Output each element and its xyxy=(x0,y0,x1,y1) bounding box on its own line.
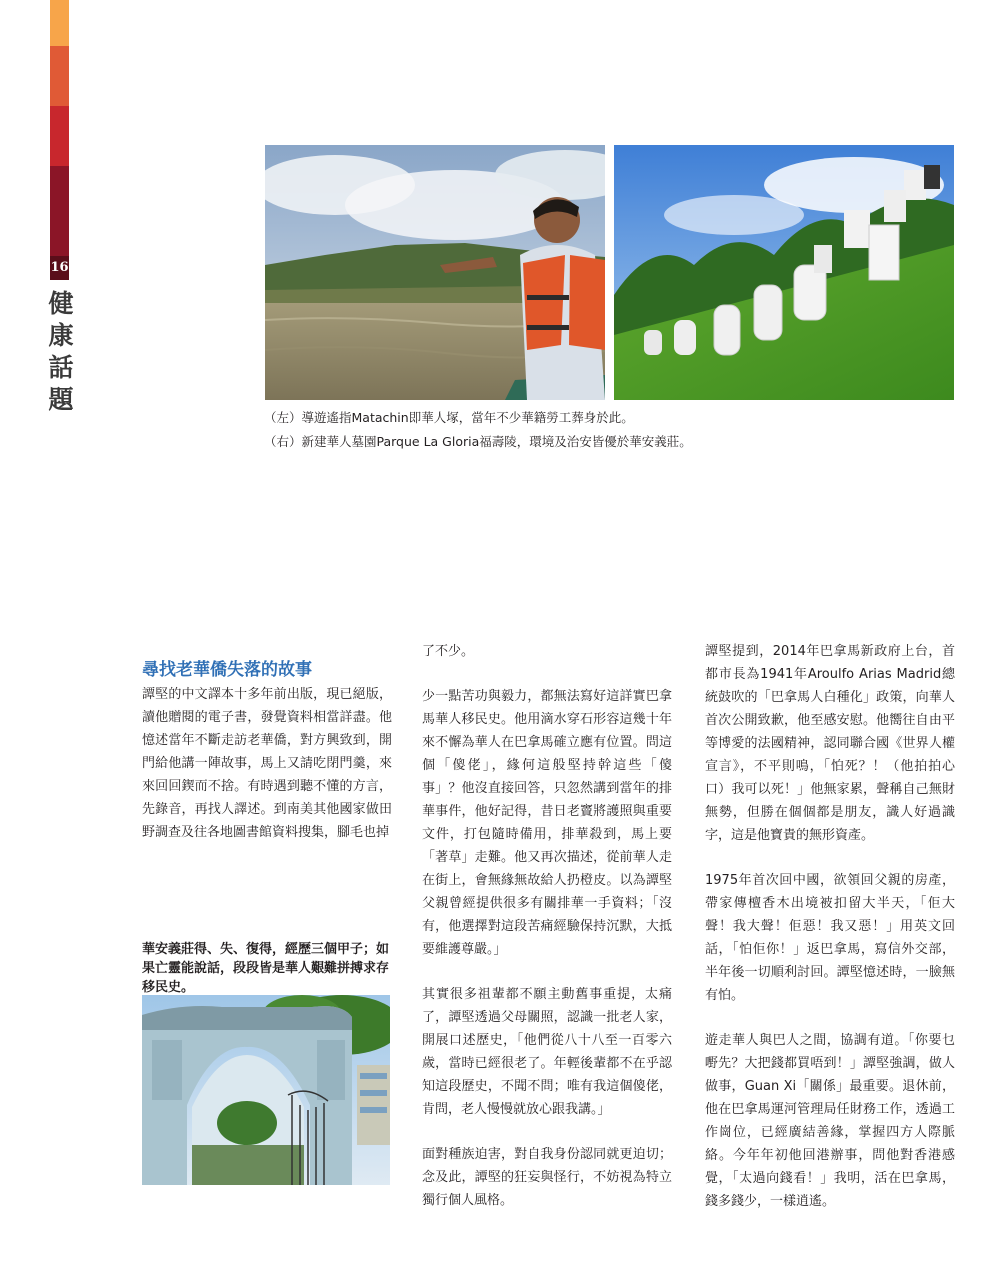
paragraph: 譚堅的中文譯本十多年前出版，現已絕版，讀他贈閱的電子書，發覺資料相當詳盡。他憶述當年不斷走訪老華僑，對方興致到，開門給他講一陣故事，馬上又請吃閉門羹，來來回回鍥而不捨。有時遇到聽不懂的方言，先錄音，再找人譯述。到南美其他國家做田野調查及往各地圖書館資料搜集，腳毛也掉 xyxy=(142,687,392,840)
paragraph: 少一點苦功與毅力，都無法寫好這詳實巴拿馬華人移民史。他用滴水穿石形容這幾十年來不懈為華人在巴拿馬確立應有位置。問這個「傻佬」，緣何這般堅持幹這些「傻事」？他沒直接回答，只忽然講到當年的排華事件，他好記得，昔日老竇將護照與重要文件，打包隨時備用，排華殺到，馬上要「著草」走難。他又再次描述，從前華人走在街上，會無緣無故給人扔橙皮。以為譚堅父親曾經提供很多有關排華一手資料；「沒有，他選擇對這段苦痛經驗保持沉默，大抵要維護尊嚴。」 xyxy=(422,689,672,957)
paragraph: 面對種族迫害，對自我身份認同就更迫切；念及此，譚堅的狂妄與怪行，不妨視為特立獨行個人風格。 xyxy=(422,1147,672,1208)
section-title: 健 康 話 題 xyxy=(48,289,74,414)
cemetery-photo-icon xyxy=(614,145,954,400)
color-bar-red xyxy=(50,106,69,166)
caption-right: （右）新建華人墓園Parque La Gloria福壽陵，環境及治安皆優於華安義莊。 xyxy=(264,434,692,449)
caption-left: （左）導遊遙指Matachin即華人塚，當年不少華籍勞工葬身於此。 xyxy=(264,410,634,425)
cemetery-photo xyxy=(614,145,954,400)
column-2 xyxy=(422,640,672,1234)
cemetery-gate-photo xyxy=(142,995,390,1185)
paragraph: 譚堅提到，2014年巴拿馬新政府上台，首都市長為1941年Aroulfo Arias Madrid總統鼓吹的「巴拿馬人白種化」政策，向華人首次公開致歉，他至感安慰。他嚮往自由平等博愛的法國精神，認同聯合國《世界人權宣言》，不平則鳴，「怕死？！（他拍拍心口）我可以死！」他無家累，聲稱自己無財無勢，但勝在個個都是朋友，識人好過識字，這是他寶貴的無形資產。 xyxy=(705,644,955,843)
guide-pointing-photo xyxy=(265,145,605,400)
page-number: 16 xyxy=(50,256,69,280)
color-bar-red-orange xyxy=(50,46,69,106)
paragraph: 其實很多祖輩都不願主動舊事重提，太痛了，譚堅透過父母關照，認識一批老人家，開展口述歷史，「他們從八十八至一百零六歲，當時已經很老了。年輕後輩都不在乎認知這段歷史，不聞不問；唯有我這個傻佬，肯問，老人慢慢就放心跟我講。」 xyxy=(422,987,672,1117)
column-3 xyxy=(705,640,955,1235)
column-1 xyxy=(142,683,392,866)
cemetery-gate-photo-icon xyxy=(142,995,390,1185)
article-heading: 尋找老華僑失落的故事 xyxy=(142,660,312,680)
paragraph: 1975年首次回中國，欲領回父親的房產，帶家傳檀香木出境被扣留大半天，「佢大聲！我大聲！佢惡！我又惡！」用英文回話，「怕佢你！」返巴拿馬，寫信外交部，半年後一切順利討回。譚堅憶述時，一臉無有怕。 xyxy=(705,873,955,1003)
color-bar-orange xyxy=(50,0,69,46)
color-bar-dark-red xyxy=(50,166,69,256)
pull-quote: 華安義莊得、失、復得，經歷三個甲子；如果亡靈能說話，段段皆是華人艱難拼搏求存移民史。 xyxy=(142,942,390,995)
paragraph: 了不少。 xyxy=(422,644,475,659)
paragraph: 遊走華人與巴人之間，協調有道。「你要乜嘢先？大把錢都買唔到！」譚堅強調，做人做事，Guan Xi「關係」最重要。退休前，他在巴拿馬運河管理局任財務工作，透過工作崗位，已經廣結善緣，掌握四方人際脈絡。今年年初他回港辦事，問他對香港感覺，「太過向錢看！」我明，活在巴拿馬，錢多錢少，一樣逍遙。 xyxy=(705,1033,955,1209)
guide-pointing-photo-icon xyxy=(265,145,605,400)
